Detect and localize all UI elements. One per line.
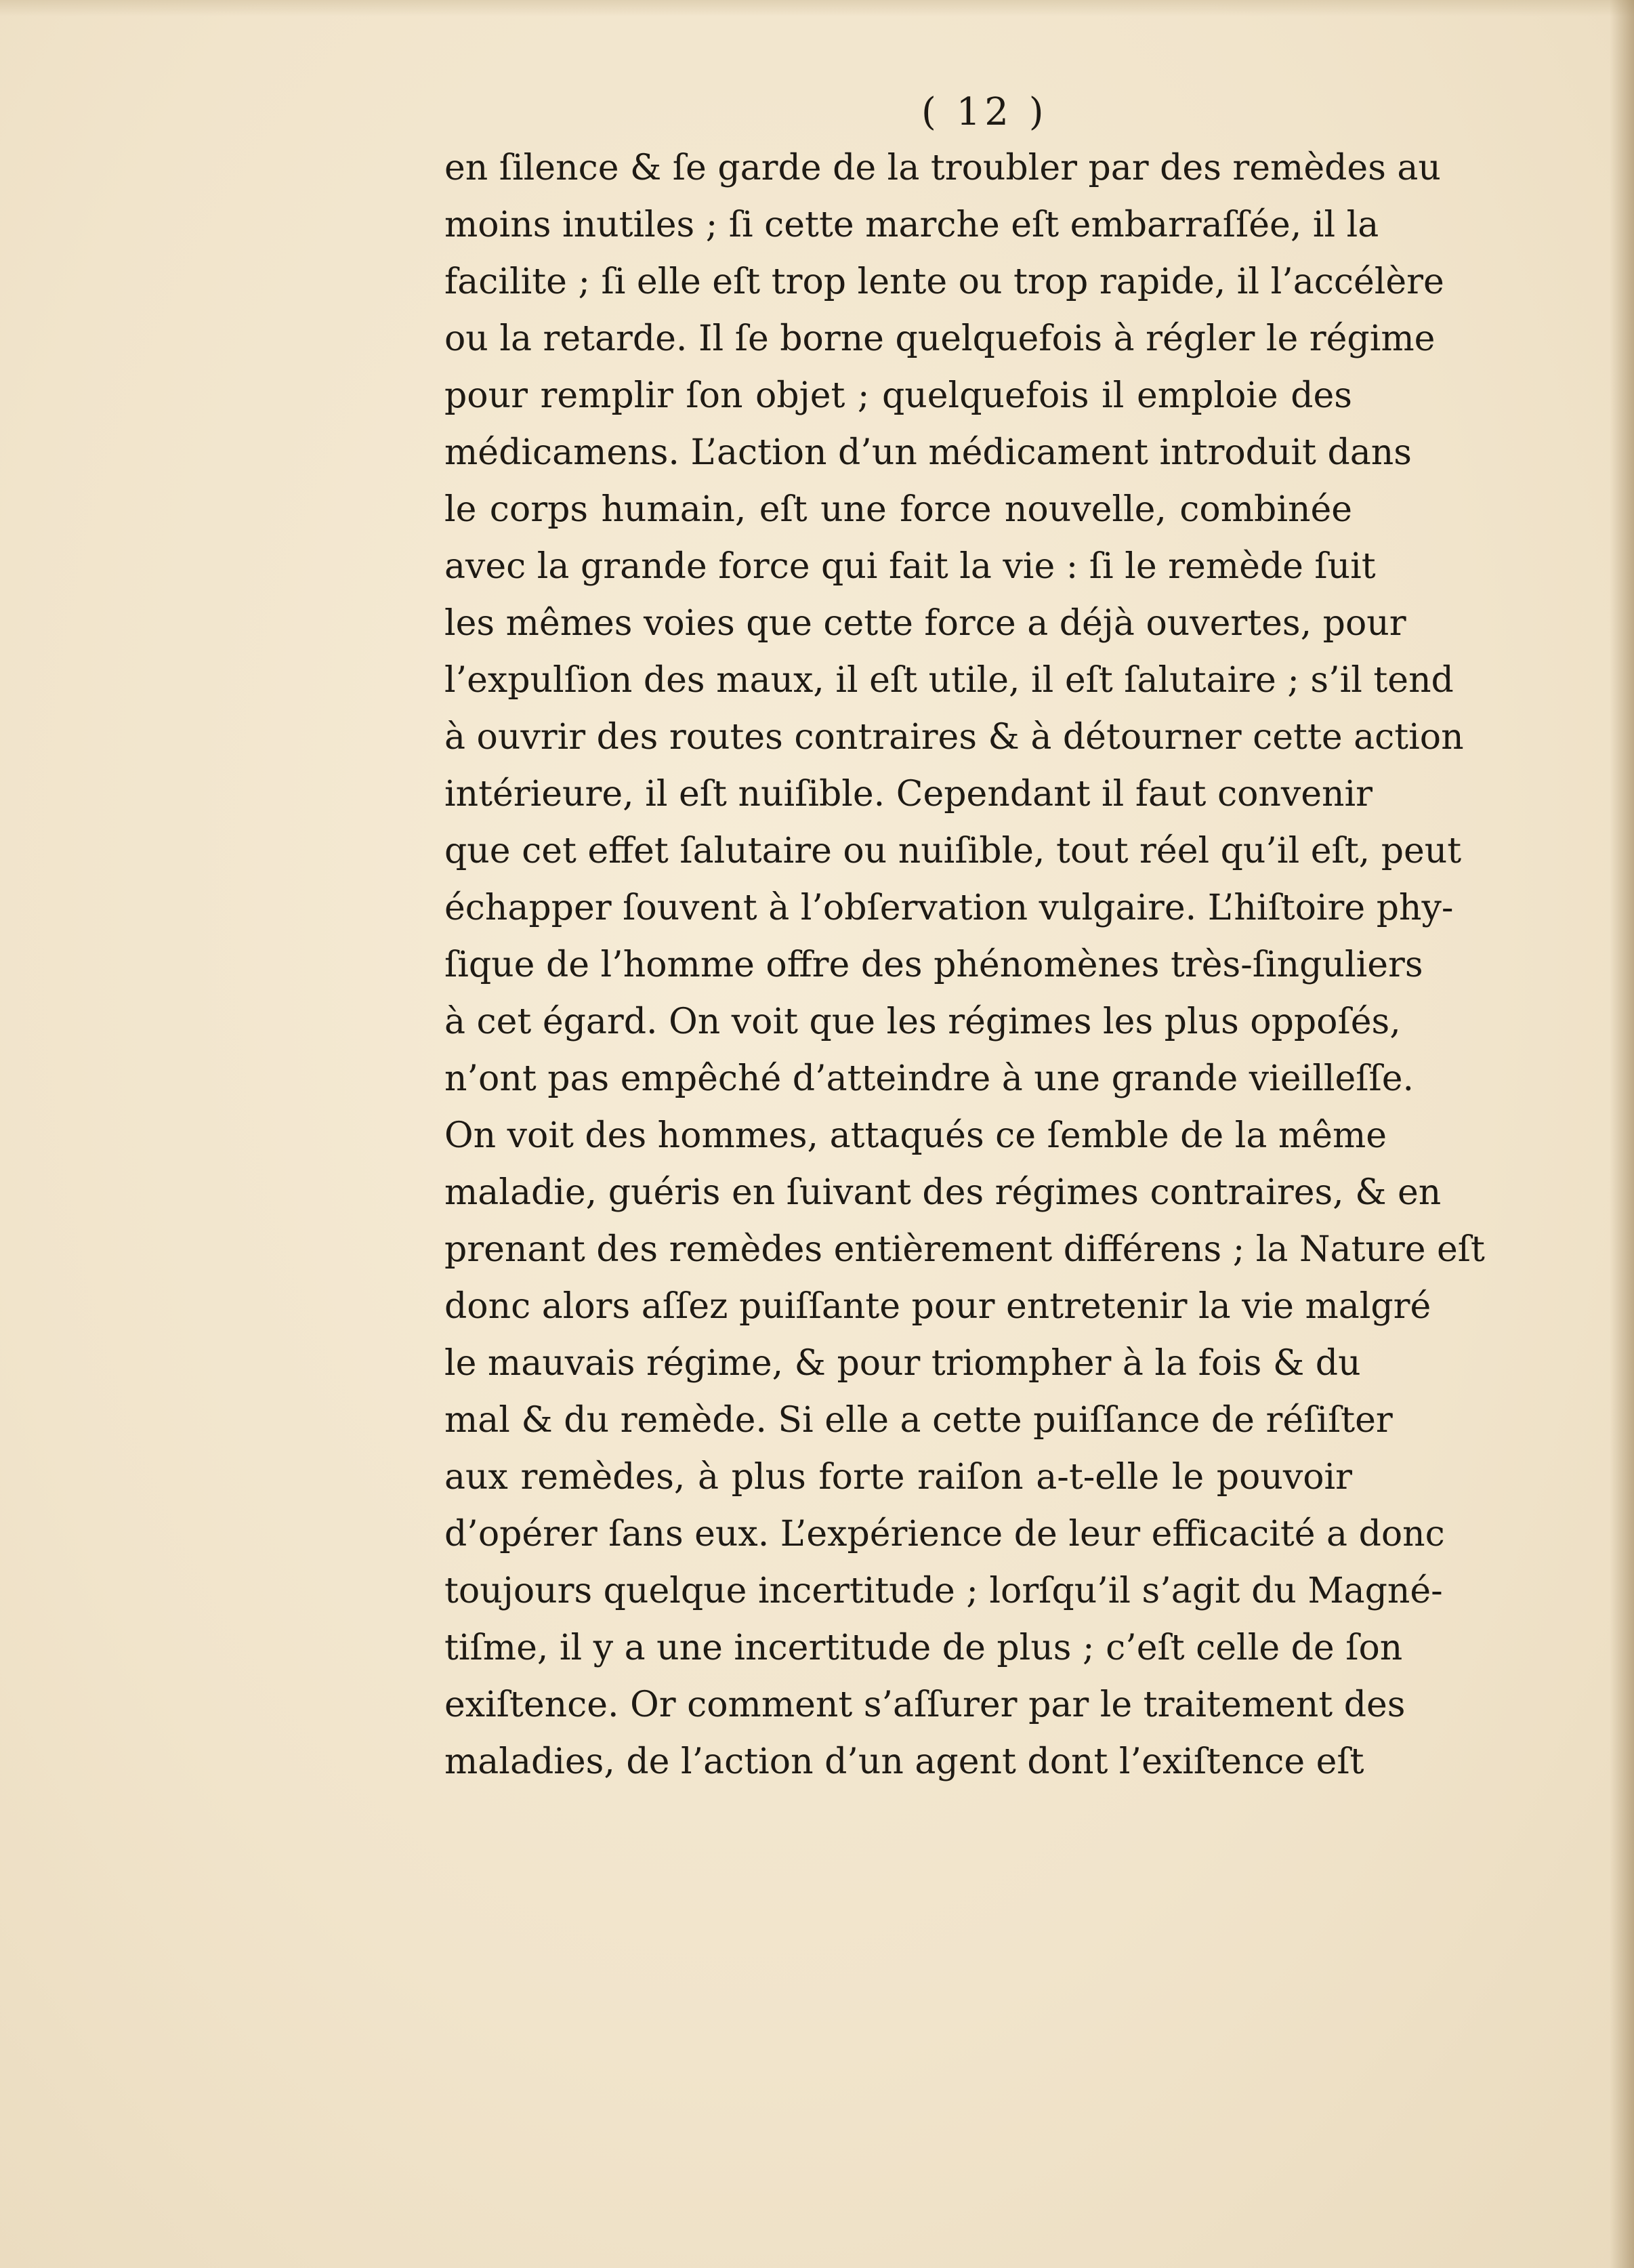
text-line: exiſtence. Or comment s’aſſurer par le traitement des (444, 1685, 1406, 1725)
text-line: maladies, de l’action d’un agent dont l’exiſtence eſt (444, 1741, 1364, 1782)
text-line: le mauvais régime, & pour triompher à la fois & du (444, 1343, 1361, 1384)
text-line: moins inutiles ; ſi cette marche eſt embarraſſée, il la (444, 205, 1379, 245)
text-line: échapper ſouvent à l’obſervation vulgaire. L’hiſtoire phy- (444, 888, 1454, 928)
text-line: aux remèdes, à plus forte raiſon a-t-elle le pouvoir (444, 1457, 1352, 1498)
text-line: avec la grande force qui fait la vie : ſi le remède ſuit (444, 546, 1376, 587)
text-line: tiſme, il y a une incertitude de plus ; c’eſt celle de ſon (444, 1628, 1403, 1668)
text-line: à cet égard. On voit que les régimes les plus oppoſés, (444, 1002, 1401, 1042)
text-line: n’ont pas empêché d’atteindre à une grande vieilleſſe. (444, 1058, 1415, 1099)
text-line: les mêmes voies que cette force a déjà ouvertes, pour (444, 603, 1406, 644)
page-number: ( 12 ) (921, 90, 1048, 134)
text-line: le corps humain, eſt une force nouvelle, combinée (444, 489, 1352, 530)
text-line: médicamens. L’action d’un médicament introduit dans (444, 432, 1412, 473)
text-line: toujours quelque incertitude ; lorſqu’il s’agit du Magné- (444, 1571, 1443, 1611)
text-line: donc alors aſſez puiſſante pour entretenir la vie malgré (444, 1286, 1431, 1327)
text-line: mal & du remède. Si elle a cette puiſſance de réſiſter (444, 1400, 1393, 1441)
text-line: ſique de l’homme offre des phénomènes très-ſinguliers (444, 945, 1423, 985)
page-top-shadow (0, 0, 1634, 16)
text-line: intérieure, il eſt nuiſible. Cependant il faut convenir (444, 774, 1373, 815)
text-line: l’expulſion des maux, il eſt utile, il eſt ſalutaire ; s’il tend (444, 660, 1454, 701)
text-line: d’opérer ſans eux. L’expérience de leur efficacité a donc (444, 1514, 1445, 1554)
text-line: prenant des remèdes entièrement différens ; la Nature eſt (444, 1229, 1485, 1270)
text-line: ou la retarde. Il ſe borne quelquefois à régler le régime (444, 318, 1436, 359)
text-line: pour remplir ſon objet ; quelquefois il emploie des (444, 375, 1352, 416)
text-line: On voit des hommes, attaqués ce ſemble de la même (444, 1115, 1387, 1156)
text-line: que cet effet ſalutaire ou nuiſible, tout réel qu’il eſt, peut (444, 831, 1462, 871)
body-text (444, 140, 1485, 1790)
text-line: à ouvrir des routes contraires & à détourner cette action (444, 717, 1464, 758)
text-line: maladie, guéris en ſuivant des régimes contraires, & en (444, 1172, 1442, 1213)
text-line: facilite ; ſi elle eſt trop lente ou trop rapide, il l’accélère (444, 262, 1444, 302)
text-line: en ſilence & ſe garde de la troubler par des remèdes au (444, 148, 1441, 188)
page-edge-shadow (1610, 0, 1634, 2268)
